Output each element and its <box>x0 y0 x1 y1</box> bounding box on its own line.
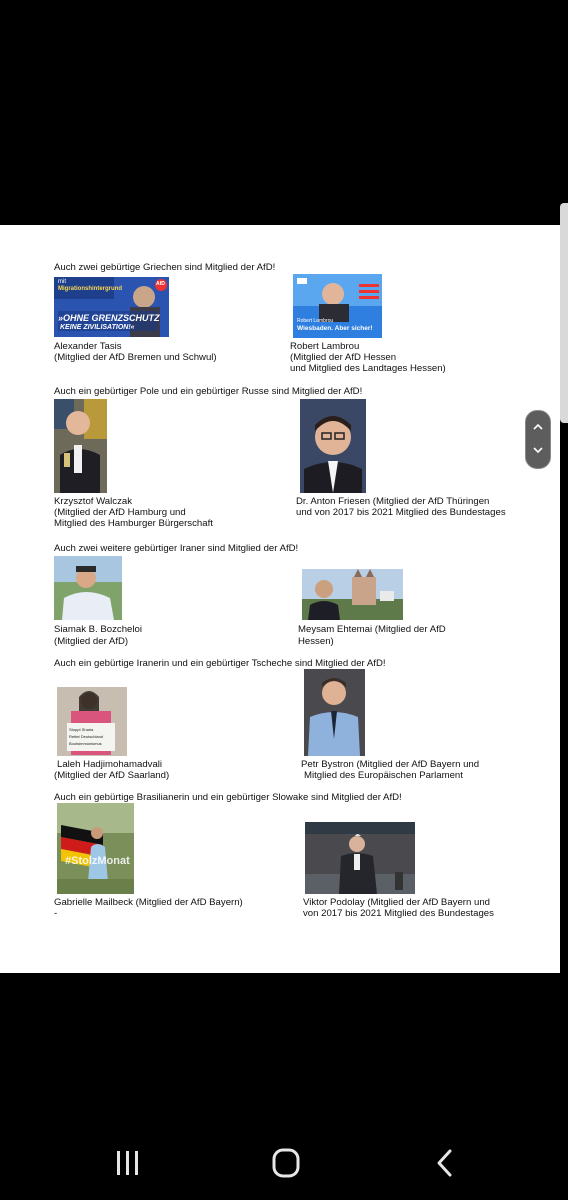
section-heading-pole-russian: Auch ein gebürtiger Pole und ein gebürtiger Russe sind Mitglied der AfD! <box>54 386 363 397</box>
photo-hadjimohamadvali <box>57 687 127 756</box>
friesen-desc2: und von 2017 bis 2021 Mitglied des Bundestages <box>296 507 506 518</box>
podolay-desc2: von 2017 bis 2021 Mitglied des Bundestages <box>303 908 494 919</box>
friesen-desc1: Dr. Anton Friesen (Mitglied der AfD Thüringen <box>296 496 490 507</box>
podolay-photo-graphic <box>305 822 415 894</box>
friesen-photo-graphic <box>300 399 366 493</box>
lambrou-desc1: (Mitglied der AfD Hessen <box>290 352 397 363</box>
photo-ehtemai <box>302 569 403 620</box>
walczak-desc2: Mitglied des Hamburger Bürgerschaft <box>54 518 213 529</box>
ehtemai-desc1: Meysam Ehtemai (Mitglied der AfD <box>298 624 446 635</box>
section-heading-brazilian-slovak: Auch ein gebürtige Brasilianerin und ein gebürtiger Slowake sind Mitglied der AfD! <box>54 792 402 803</box>
photo-podolay <box>305 822 415 894</box>
chevron-up-icon[interactable] <box>532 421 544 433</box>
photo-friesen <box>300 399 366 493</box>
tasis-desc: (Mitglied der AfD Bremen und Schwul) <box>54 352 217 363</box>
photo-mailbeck <box>57 803 134 894</box>
afd-logo: AfD <box>156 281 165 287</box>
document-page <box>0 225 560 973</box>
photo-tasis <box>54 277 169 337</box>
photo-bystron <box>304 669 365 756</box>
chevron-down-icon[interactable] <box>532 444 544 456</box>
mailbeck-desc: Gabrielle Mailbeck (Mitglied der AfD Bayern) <box>54 897 243 908</box>
walczak-photo-graphic <box>54 399 107 493</box>
mailbeck-photo-graphic <box>57 803 134 894</box>
bystron-photo-graphic <box>304 669 365 756</box>
ehtemai-photo-graphic <box>302 569 403 620</box>
tasis-photo-text1: mit <box>58 279 66 285</box>
tasis-photo-text3: »OHNE GRENZSCHUTZ <box>58 313 160 323</box>
page-scroll-control[interactable] <box>525 410 551 469</box>
podolay-desc1: Viktor Podolay (Mitglied der AfD Bayern und <box>303 897 490 908</box>
hadji-sign-text1: Stoppt Sharia <box>69 727 94 732</box>
photo-lambrou <box>293 274 382 338</box>
bystron-desc2: Mitglied des Europäischen Parlament <box>304 770 463 781</box>
walczak-desc1: (Mitglied der AfD Hamburg und <box>54 507 186 518</box>
section-heading-iranians: Auch zwei weitere gebürtiger Iraner sind Mitglied der AfD! <box>54 543 299 554</box>
bystron-desc1: Petr Bystron (Mitglied der AfD Bayern und <box>301 759 480 770</box>
tasis-photo-text4: KEINE ZIVILISATION!« <box>60 324 135 331</box>
ehtemai-desc2: Hessen) <box>298 636 334 647</box>
lambrou-photo-text1: Robert Lambrou <box>297 318 334 324</box>
walczak-name: Krzysztof Walczak <box>54 496 133 507</box>
tasis-photo-text2: Migrationshintergrund <box>58 286 122 292</box>
lambrou-photo-text2: Wiesbaden. Aber sicher! <box>297 325 373 332</box>
hadjimohamadvali-name: Laleh Hadjimohamadvali <box>57 759 163 770</box>
bozcheloi-name: Siamak B. Bozcheloi <box>54 624 142 635</box>
hadji-sign-text3: Bootsimmunismus <box>69 741 102 746</box>
bozcheloi-desc: (Mitglied der AfD) <box>54 636 129 647</box>
lambrou-desc2: und Mitglied des Landtages Hessen) <box>290 363 446 374</box>
hadjimohamadvali-desc: (Mitglied der AfD Saarland) <box>54 770 170 781</box>
lambrou-name: Robert Lambrou <box>290 341 360 352</box>
tasis-name: Alexander Tasis <box>54 341 122 352</box>
recent-apps-icon[interactable] <box>108 1148 148 1178</box>
back-icon[interactable] <box>426 1148 466 1178</box>
bozcheloi-photo-graphic <box>54 556 122 620</box>
mailbeck-dash: - <box>54 908 58 919</box>
section-heading-greeks: Auch zwei gebürtige Griechen sind Mitglied der AfD! <box>54 262 276 273</box>
photo-walczak <box>54 399 107 493</box>
section-heading-iranian-czech: Auch ein gebürtige Iranerin und ein gebürtiger Tscheche sind Mitglied der AfD! <box>54 658 386 669</box>
photo-bozcheloi <box>54 556 122 620</box>
scrollbar-edge[interactable] <box>560 203 568 423</box>
home-icon[interactable] <box>266 1148 306 1178</box>
system-navigation-bar <box>0 1120 568 1200</box>
mailbeck-photo-text: #StolzMonat <box>65 855 130 867</box>
hadji-sign-text2: Rettet Deutschland <box>69 734 104 739</box>
